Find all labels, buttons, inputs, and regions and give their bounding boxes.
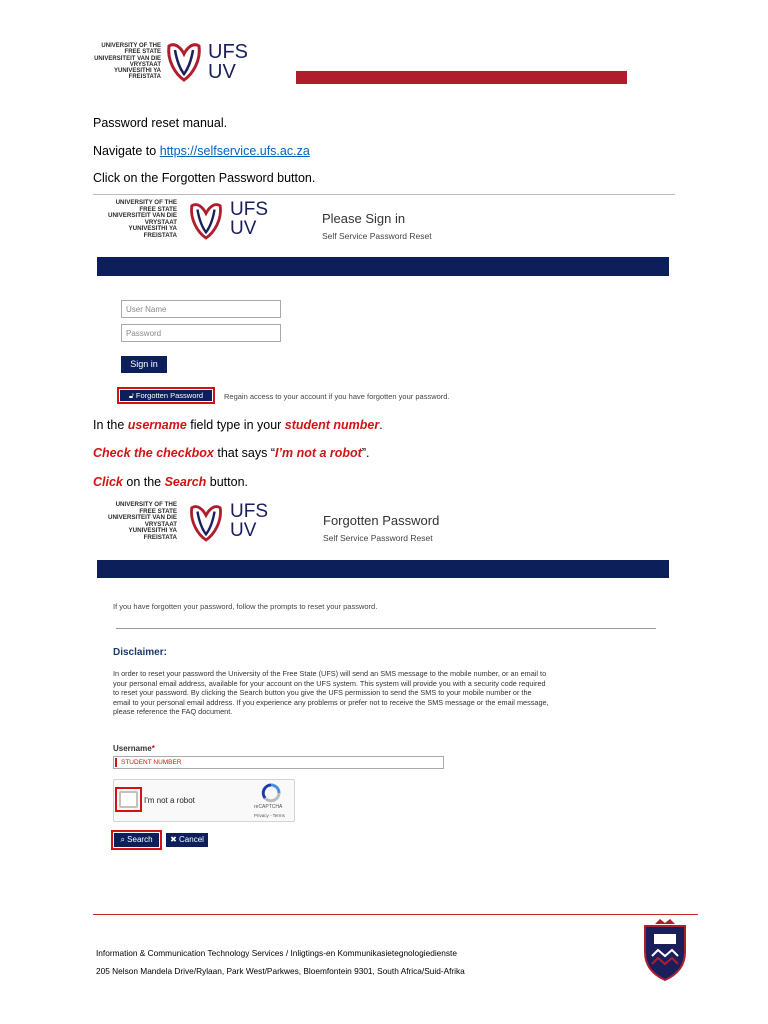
recaptcha-brand: reCAPTCHA: [254, 804, 283, 810]
university-name: UNIVERSITY OF THE FREE STATE UNIVERSITEIT VAN DIE VRYSTAAT YUNIVESITHI YA FREISTATA: [94, 43, 161, 81]
instruction-username: In the username field type in your student number.: [93, 418, 383, 432]
university-name: UNIVERSITY OF THE FREE STATE UNIVERSITEIT VAN DIE VRYSTAAT YUNIVESITHI YA FREISTATA: [108, 199, 177, 239]
search-button[interactable]: [114, 833, 159, 847]
username-label: Username*: [113, 744, 155, 753]
selfservice-link[interactable]: https://selfservice.ufs.ac.za: [159, 144, 310, 158]
footer-department: Information & Communication Technology Services / Inligtings-en Kommunikasietegnologiedienste: [96, 948, 457, 958]
cancel-label: Cancel: [179, 835, 204, 844]
logo-uv-text: UV: [230, 218, 257, 239]
manual-title: Password reset manual.: [93, 116, 228, 130]
signin-button[interactable]: Sign in: [121, 356, 167, 373]
unlock-icon: 🔓︎: [128, 391, 134, 400]
forgotten-hint: Regain access to your account if you have forgotten your password.: [224, 392, 450, 401]
logo-uv-text: UV: [208, 61, 236, 83]
forgotten-password-label: Forgotten Password: [135, 391, 204, 400]
student-number-input[interactable]: [113, 756, 444, 769]
disclaimer-text: In order to reset your password the University of the Free State (UFS) will send an SMS message to the mobile number, or an email to your personal email address, available for your account on the UFS system. This system will provide you with a security code required to reset your password. By clicking the Search button you give the UFS permission to send the SMS to your mobile number or the email to your personal email address. If you experience any problems or prefer not to receive the SMS message or the email message, please reference the FAQ document.: [113, 669, 549, 717]
footer-address: 205 Nelson Mandela Drive/Rylaan, Park West/Parkwes, Bloemfontein 9301, South Africa/Suid-Afrika: [96, 966, 465, 976]
forgotten-subtitle: Self Service Password Reset: [323, 533, 433, 543]
signin-banner: [97, 257, 669, 276]
forgotten-instruction: Click on the Forgotten Password button.: [93, 171, 316, 185]
search-icon: ⌕: [120, 835, 125, 844]
recaptcha-widget: [113, 779, 295, 822]
logo-ufs-text: UFS: [230, 501, 268, 522]
logo-ufs-text: UFS: [208, 41, 248, 63]
university-name: UNIVERSITY OF THE FREE STATE UNIVERSITEIT VAN DIE VRYSTAAT YUNIVESITHI YA FREISTATA: [108, 501, 177, 541]
cancel-button[interactable]: [166, 833, 208, 847]
close-icon: ✖: [170, 835, 177, 844]
footer-divider: [93, 914, 698, 915]
header-accent-bar: [296, 71, 627, 84]
student-number-value: STUDENT NUMBER: [121, 759, 182, 766]
forgotten-title: Forgotten Password: [323, 513, 440, 528]
divider: [116, 628, 656, 629]
signin-subtitle: Self Service Password Reset: [322, 231, 432, 241]
forgotten-prompt: If you have forgotten your password, follow the prompts to reset your password.: [113, 602, 378, 611]
university-crest-icon: [640, 918, 690, 982]
forgotten-screenshot: [93, 498, 675, 858]
required-mark: *: [151, 744, 155, 753]
search-label: Search: [127, 835, 153, 844]
password-input[interactable]: Password: [121, 324, 281, 342]
disclaimer-heading: Disclaimer:: [113, 647, 167, 658]
screenshot-top-border: [93, 194, 675, 195]
recaptcha-icon: [261, 783, 281, 803]
robot-checkbox[interactable]: [119, 791, 138, 808]
robot-label: I'm not a robot: [144, 796, 195, 805]
navigate-line: Navigate to https://selfservice.ufs.ac.za: [93, 144, 310, 158]
ufs-logo-icon: [165, 40, 203, 82]
ufs-logo-icon: [188, 502, 224, 542]
username-input[interactable]: User Name: [121, 300, 281, 318]
input-highlight: [115, 758, 117, 767]
logo-ufs-text: UFS: [230, 199, 268, 220]
instruction-search: Click on the Search button.: [93, 475, 248, 489]
recaptcha-terms[interactable]: Privacy - Terms: [254, 813, 285, 818]
forgotten-password-button[interactable]: [120, 390, 212, 401]
signin-title: Please Sign in: [322, 211, 406, 226]
signin-screenshot: [93, 194, 675, 406]
forgotten-banner: [97, 560, 669, 578]
instruction-checkbox: Check the checkbox that says “I’m not a robot”.: [93, 446, 370, 460]
document-header: [93, 38, 633, 88]
ufs-logo-icon: [188, 200, 224, 240]
logo-uv-text: UV: [230, 520, 257, 541]
